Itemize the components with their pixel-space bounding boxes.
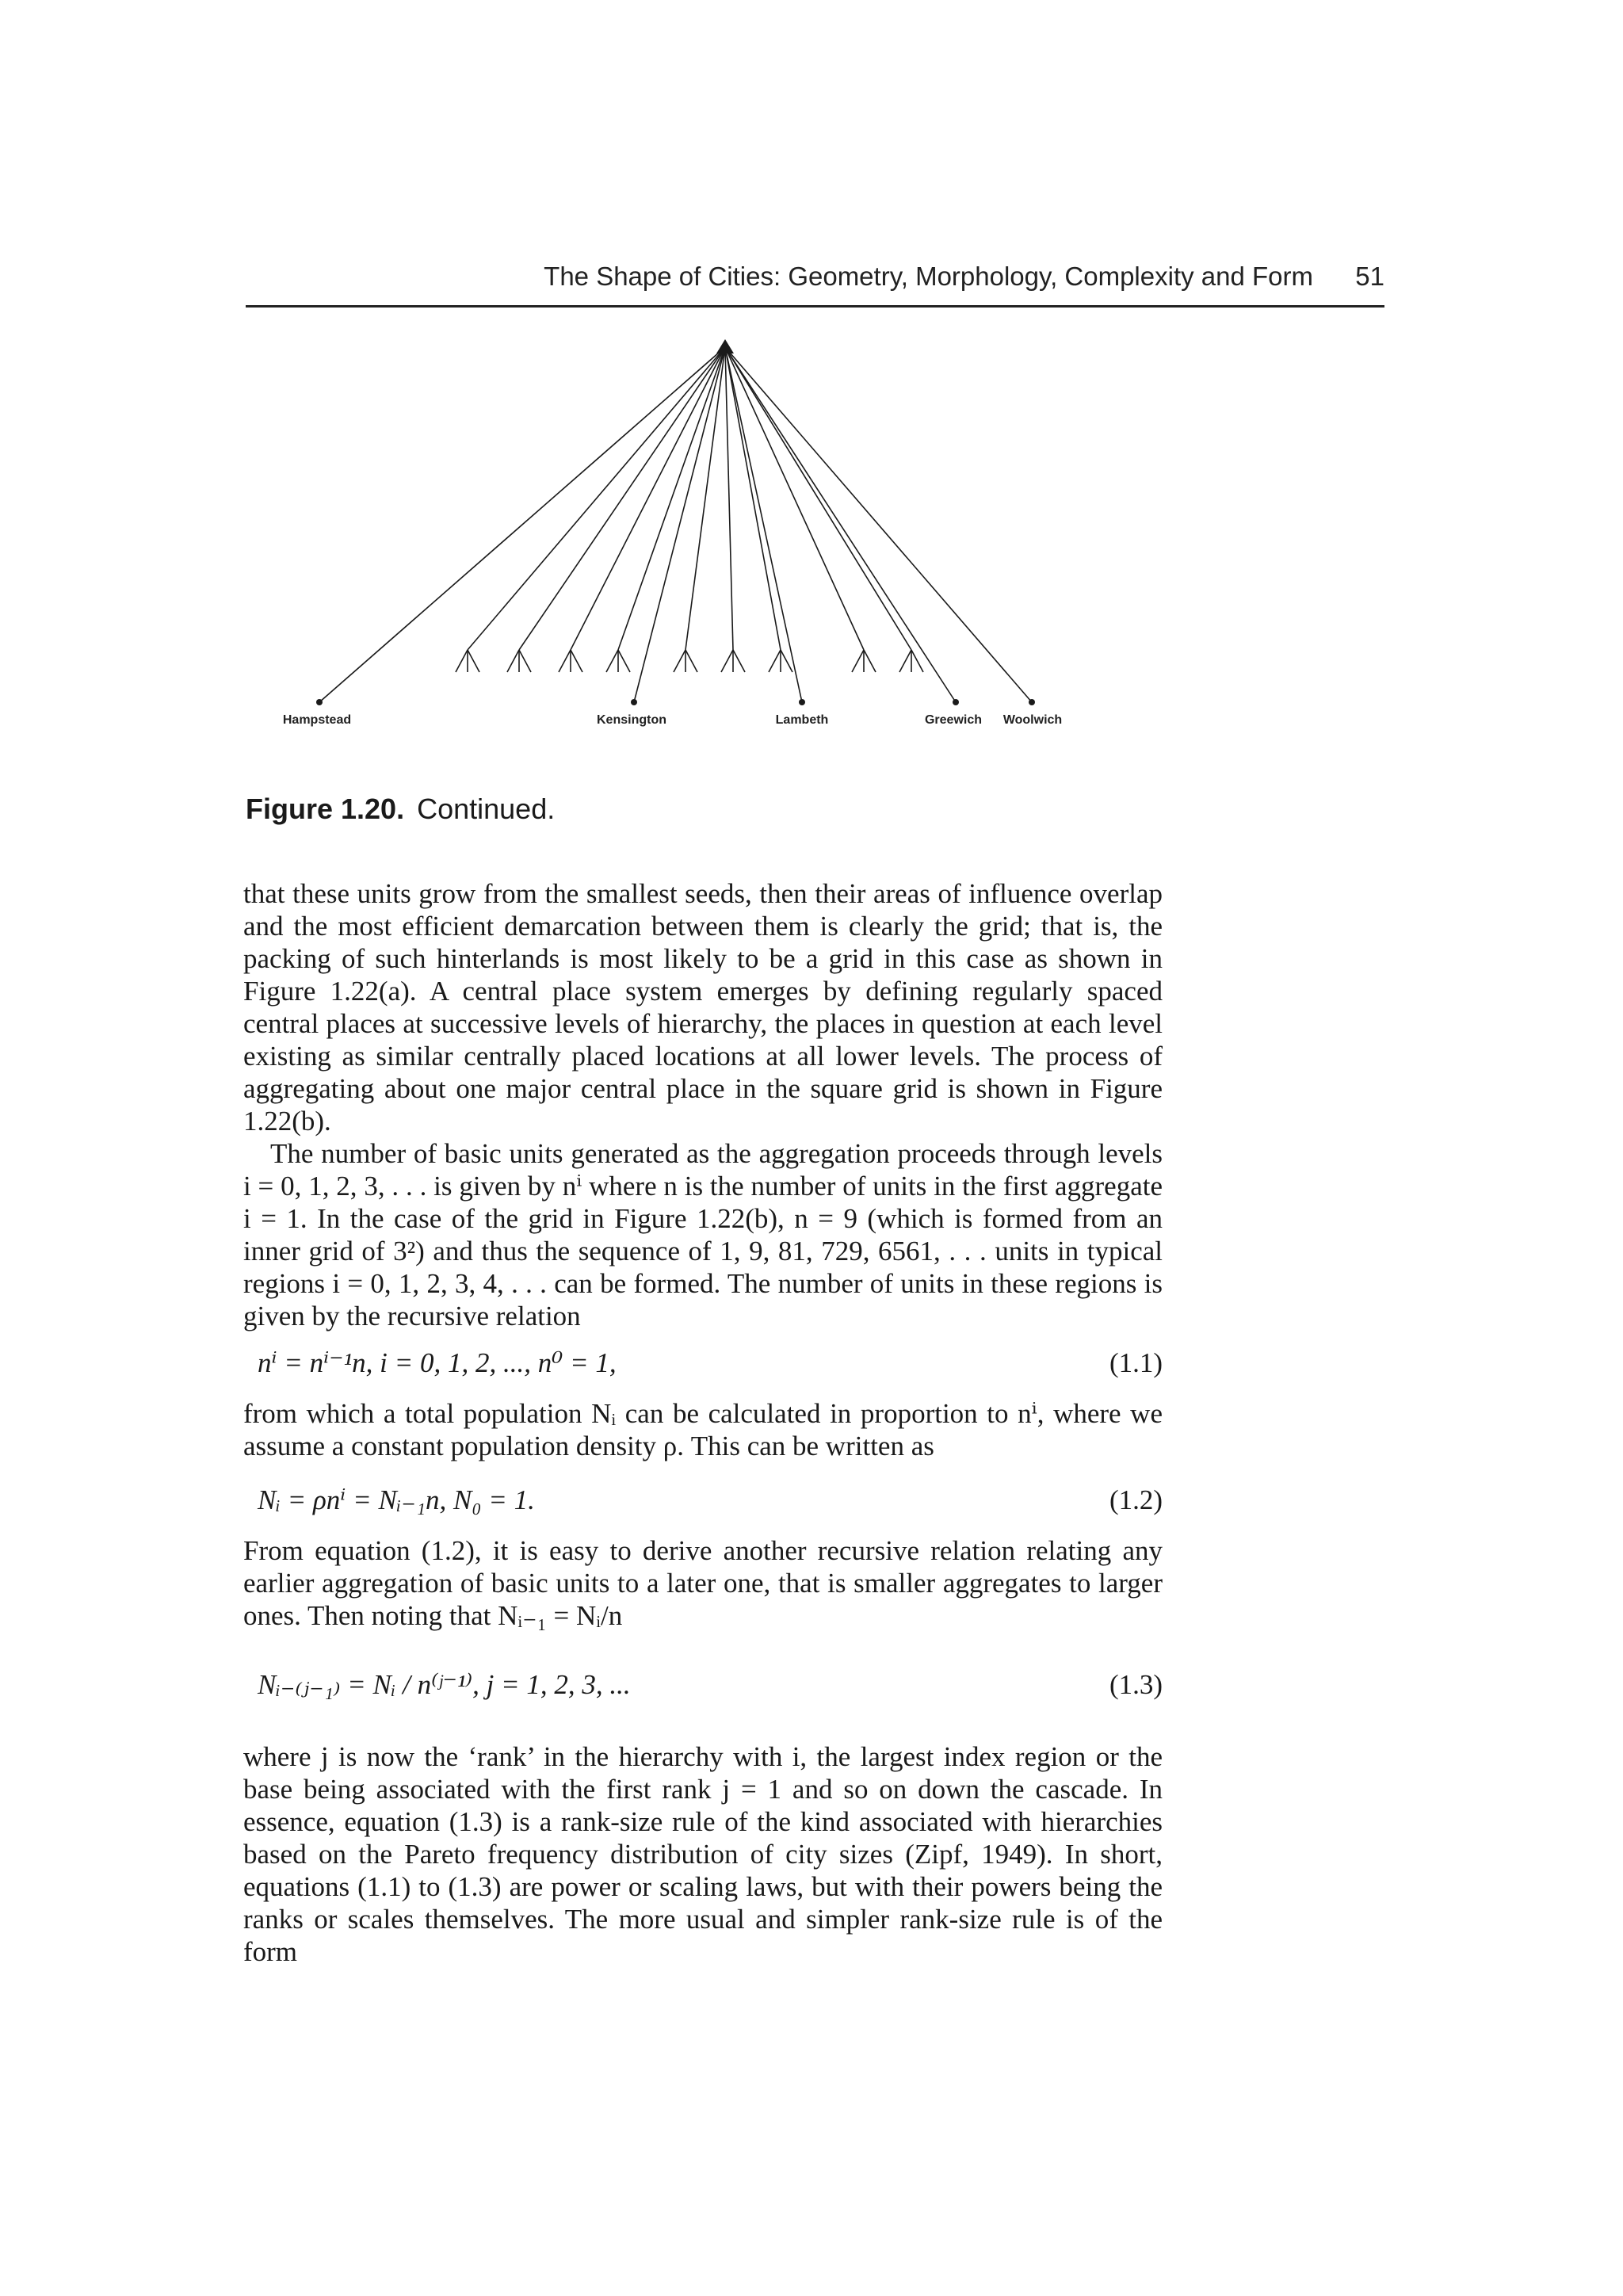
equation-1-2-body: Nᵢ = ρnⁱ = Nᵢ₋₁n, N₀ = 1. <box>258 1484 535 1515</box>
branch-lambeth <box>725 347 802 702</box>
paragraph-4 <box>243 1534 1163 1632</box>
page-number: 51 <box>1355 262 1384 291</box>
paragraph-5-text: where j is now the ‘rank’ in the hierarchy with i, the largest index region or the base being associated with the first rank j = 1 and so on down the cascade. In essence, equation (1.3) is a rank-size rule of the kind associated with hierarchies based on the Pareto frequency distribution of city sizes (Zipf, 1949). In short, equations (1.1) to (1.3) are power or scaling laws, but with their powers being the ranks or scales themselves. The more usual and simpler rank-size rule is of the form <box>243 1741 1163 1967</box>
apex-node <box>716 339 734 353</box>
tree-branches <box>319 347 1032 702</box>
node-greenwich <box>953 699 959 705</box>
equation-1-2-number: (1.2) <box>1109 1484 1163 1515</box>
figure-caption-label: Figure 1.20. <box>246 793 405 825</box>
node-lambeth <box>799 699 805 705</box>
paragraph-2 <box>243 1137 1163 1332</box>
branch-woolwich <box>725 347 1032 702</box>
node-kensington <box>631 699 637 705</box>
hierarchy-tree-diagram <box>238 333 1395 745</box>
equation-1-1-number: (1.1) <box>1109 1347 1163 1378</box>
equation-1-2 <box>258 1484 1163 1519</box>
tree-nodes <box>316 339 1035 705</box>
paragraph-2-text: The number of basic units generated as the aggregation proceeds through levels i = 0, 1, 2, 3, . . . is given by nⁱ where n is the number of units in the first aggregate i = 1. In the case of the grid in Figure 1.22(b), n = 9 (which is formed from an inner grid of 3²) and thus the sequence of 1, 9, 81, 729, 6561, . . . units in typical regions i = 0, 1, 2, 3, 4, . . . can be formed. The number of units in these regions is given by the recursive relation <box>243 1138 1163 1331</box>
paragraph-4-text: From equation (1.2), it is easy to derive another recursive relation relating any earlier aggregation of basic units to a later one, that is smaller aggregates to larger ones. Then noting that Nᵢ₋₁ = Nᵢ/n <box>243 1535 1163 1631</box>
small-fans <box>456 650 923 672</box>
branch <box>618 347 725 650</box>
node-hampstead <box>316 699 323 705</box>
node-woolwich <box>1029 699 1035 705</box>
equation-1-1-body: nⁱ = nⁱ⁻¹n, i = 0, 1, 2, ..., n⁰ = 1, <box>258 1347 617 1378</box>
branch <box>571 347 725 650</box>
paragraph-3 <box>243 1397 1163 1462</box>
hierarchy-tree-figure <box>238 333 1395 745</box>
equation-1-3-number: (1.3) <box>1109 1669 1163 1700</box>
figure-caption-text: Continued. <box>417 793 556 825</box>
branch-hampstead <box>319 347 725 702</box>
paragraph-1 <box>243 877 1163 1137</box>
branch <box>519 347 725 650</box>
equation-1-3 <box>258 1669 1163 1704</box>
figure-caption <box>246 793 555 826</box>
running-header-title: The Shape of Cities: Geometry, Morphology, Complexity and Form <box>544 262 1313 291</box>
branch-greenwich <box>725 347 956 702</box>
branch <box>725 347 864 650</box>
branch <box>685 347 725 650</box>
label-woolwich: Woolwich <box>1002 713 1063 727</box>
label-hampstead: Hampstead <box>282 713 352 727</box>
running-header <box>246 262 1384 301</box>
paragraph-1-text: that these units grow from the smallest seeds, then their areas of influence overlap and the most efficient demarcation between them is clearly the grid; that is, the packing of such hinterlands is most likely to be a grid in this case as shown in Figure 1.22(a). A central place system emerges by defining regularly spaced central places at successive levels of hierarchy, the places in question at each level existing as similar centrally placed locations at all lower levels. The process of aggregating about one major central place in the square grid is shown in Figure 1.22(b). <box>243 878 1163 1137</box>
paragraph-5 <box>243 1740 1163 1968</box>
branch <box>725 347 733 650</box>
equation-1-3-body: Nᵢ₋₍ⱼ₋₁₎ = Nᵢ / n⁽ʲ⁻¹⁾, j = 1, 2, 3, ... <box>258 1669 631 1700</box>
equation-1-1 <box>258 1347 1163 1382</box>
paragraph-3-text: from which a total population Nᵢ can be calculated in proportion to nⁱ, where we assume a constant population density ρ. This can be written as <box>243 1398 1163 1461</box>
label-kensington: Kensington <box>597 713 666 727</box>
label-lambeth: Lambeth <box>775 713 829 727</box>
label-greenwich: Greewich <box>924 713 983 727</box>
header-rule <box>246 305 1384 308</box>
